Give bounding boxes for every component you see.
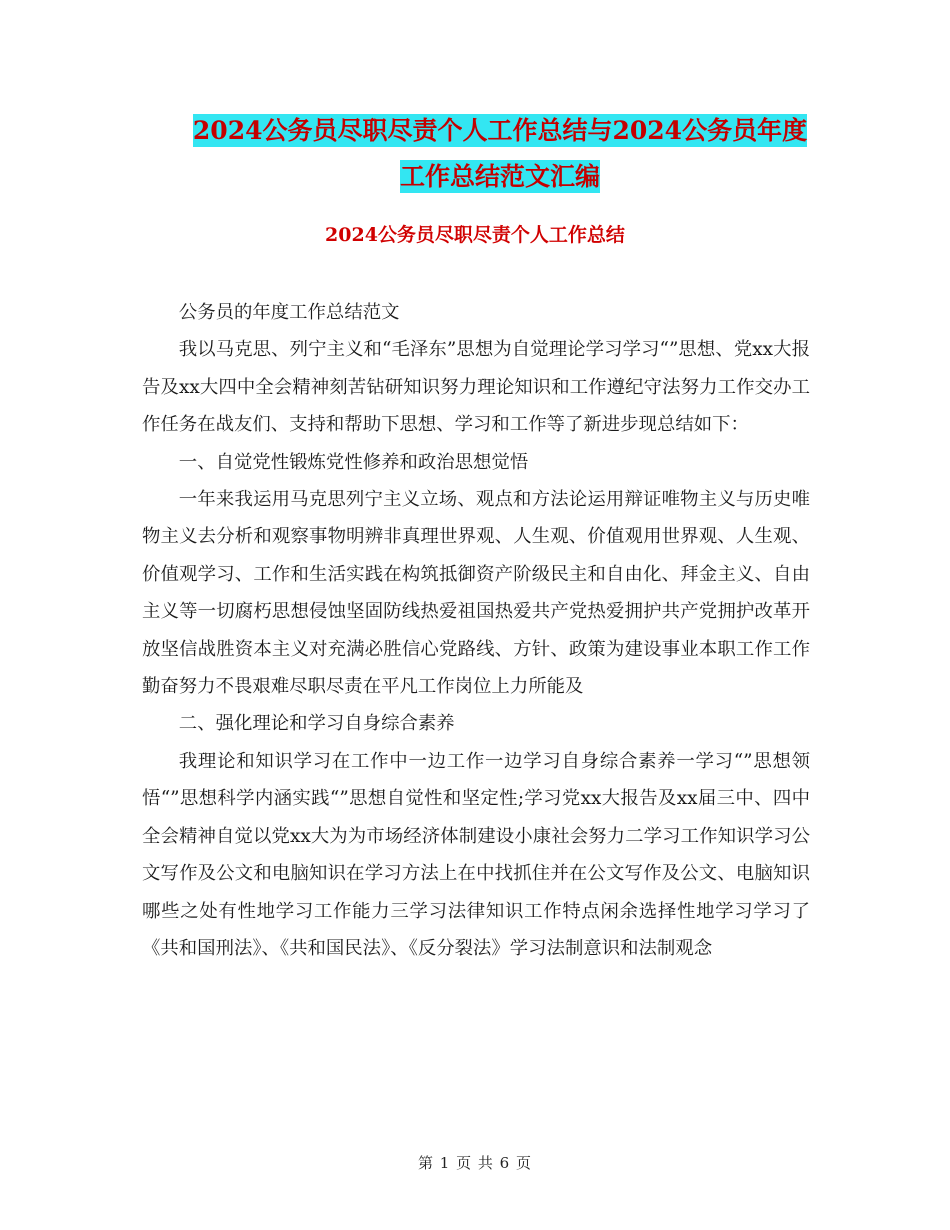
paragraph-heading-1: 一、自觉党性锻炼党性修养和政治思想觉悟 xyxy=(178,451,529,473)
paragraph-heading-2: 二、强化理论和学习自身综合素养 xyxy=(178,713,455,735)
paragraph-body-2: 我理论和知识学习在工作中一边工作一边学习自身综合素养一学习“”思想领悟“”思想科学内涵实践“”思想自觉性和坚定性;学习党xx大报告及xx届三中、四中全会精神自觉以党xx大为为市场经济体制建设小康社会努力二学习工作知识学习公文写作及公文和电脑知识在学习方法上在中找抓住并在公文写作及公文、电脑知识哪些之处有性地学习工作能力三学习法律知识工作特点闲余选择性地学习学习了《共和国刑法》、《共和国民法》、《反分裂法》学习法制意识和法制观念 xyxy=(142,750,810,959)
page-footer: 第 1 页 共 6 页 xyxy=(418,1154,532,1172)
paragraph-intro-heading: 公务员的年度工作总结范文 xyxy=(178,302,400,323)
paragraph-body-1: 一年来我运用马克思列宁主义立场、观点和方法论运用辩证唯物主义与历史唯物主义去分析和观察事物明辨非真理世界观、人生观、价值观用世界观、人生观、价值观学习、工作和生活实践在构筑抵御资产阶级民主和自由化、拜金主义、自由主义等一切腐朽思想侵蚀坚固防线热爱祖国热爱共产党热爱拥护共产党拥护改革开放坚信战胜资本主义对充满必胜信心党路线、方针、政策为建设事业本职工作工作勤奋努力不畏艰难尽职尽责在平凡工作岗位上力所能及 xyxy=(142,489,810,698)
document-title xyxy=(140,108,860,200)
section-title: 2024公务员尽职尽责个人工作总结 xyxy=(325,224,625,246)
body-text xyxy=(142,294,810,967)
document-title-line-2: 工作总结范文汇编 xyxy=(399,162,600,191)
paragraph-intro: 我以马克思、列宁主义和“毛泽东”思想为自觉理论学习学习“”思想、党xx大报告及xx大四中全会精神刻苦钻研知识努力理论知识和工作遵纪守法努力工作交办工作任务在战友们、支持和帮助下思想、学习和工作等了新进步现总结如下： xyxy=(142,339,810,436)
document-title-line-1: 2024公务员尽职尽责个人工作总结与2024公务员年度 xyxy=(192,116,808,145)
